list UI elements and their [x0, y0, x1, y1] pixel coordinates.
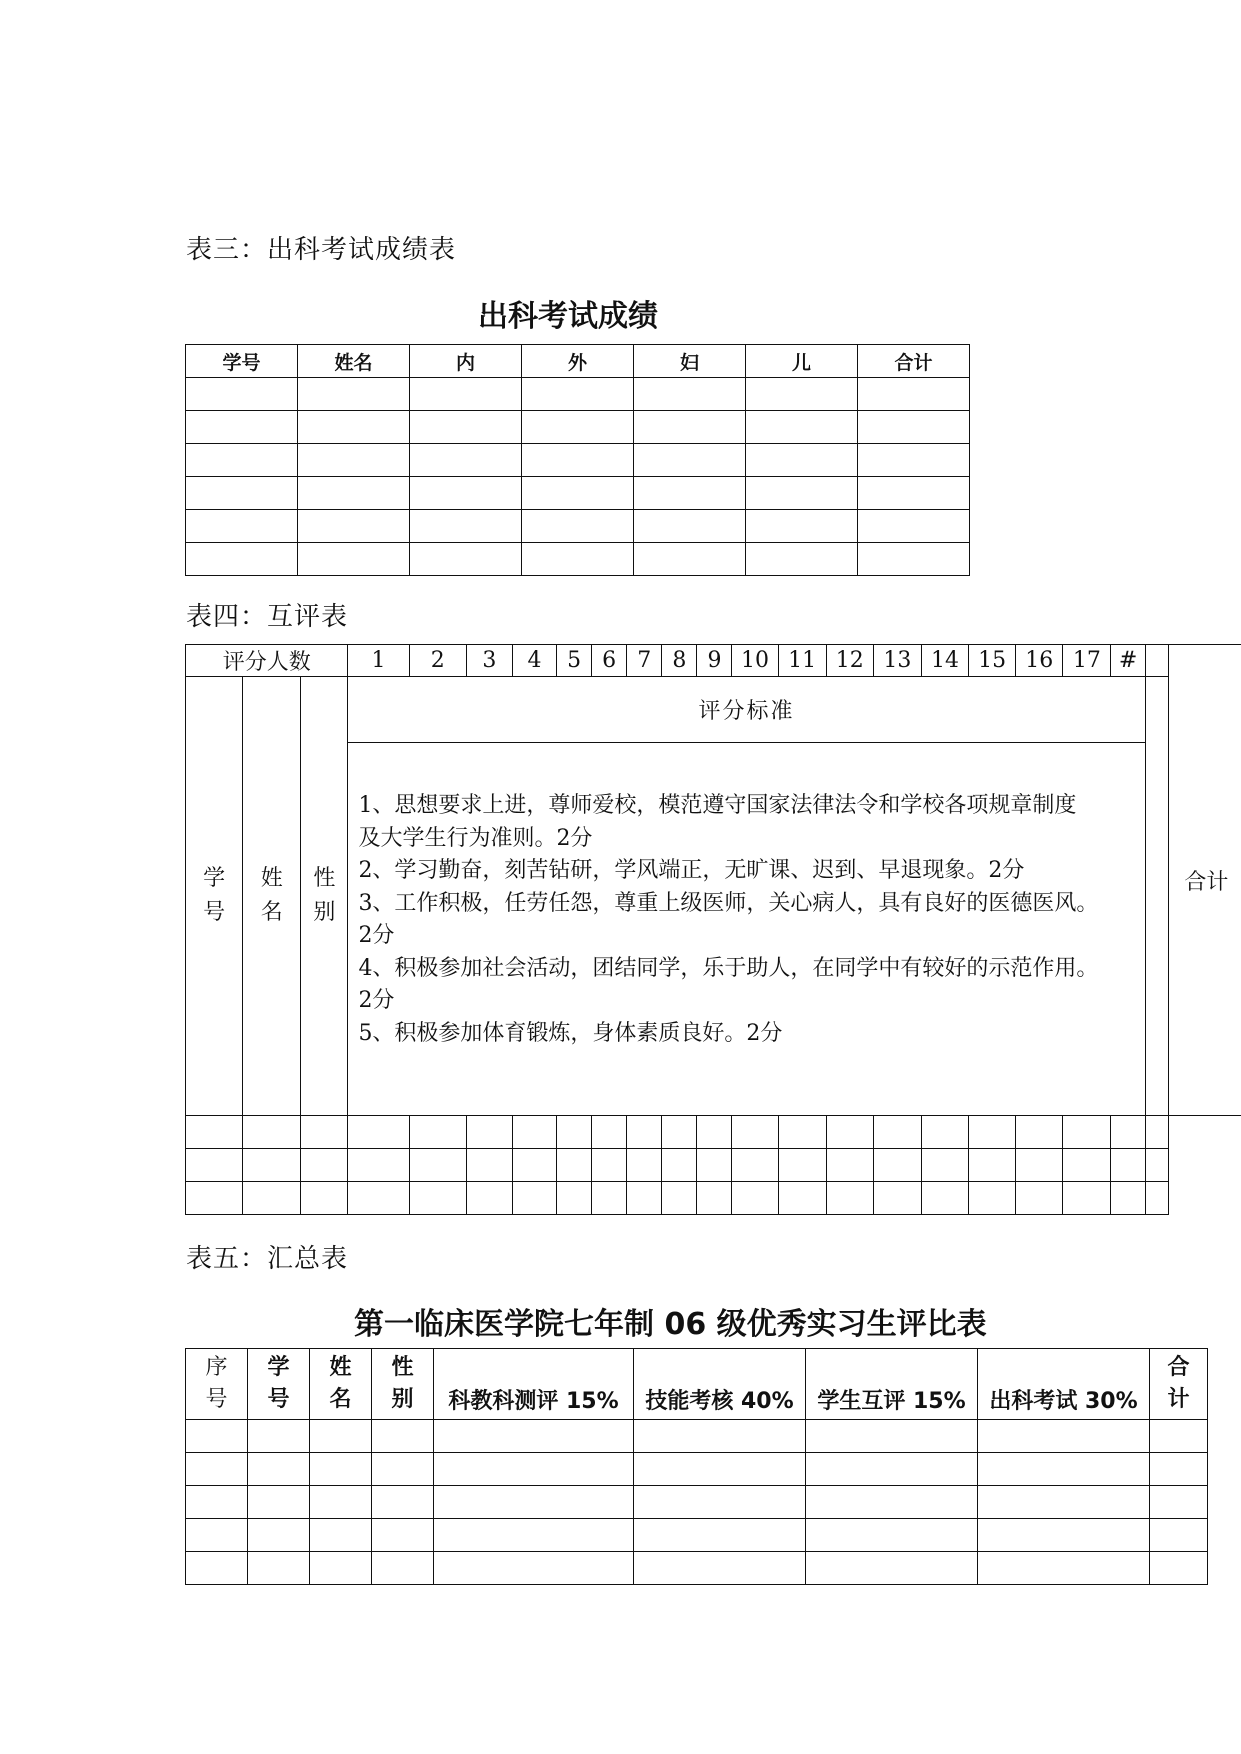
table-cell[interactable]	[522, 543, 634, 576]
table3-title: 出科考试成绩	[478, 299, 658, 334]
table-cell[interactable]	[310, 1453, 372, 1486]
table-cell[interactable]	[1111, 1149, 1145, 1182]
table-cell[interactable]	[826, 1149, 873, 1182]
table-row	[186, 543, 970, 576]
table-cell[interactable]	[434, 1420, 634, 1453]
table-cell[interactable]	[662, 1182, 697, 1215]
name-char2: 名	[329, 1387, 352, 1412]
gender-char1: 性	[391, 1355, 414, 1380]
rater-number: 10	[732, 645, 778, 677]
table-cell[interactable]	[634, 477, 746, 510]
table-cell[interactable]	[466, 1116, 512, 1149]
table-cell[interactable]	[969, 1149, 1016, 1182]
table-row	[186, 1552, 1208, 1585]
table-cell[interactable]	[806, 1552, 978, 1585]
table-cell[interactable]	[298, 477, 410, 510]
table-cell[interactable]	[410, 477, 522, 510]
criteria-title: 评分标准	[348, 677, 1145, 743]
table-row	[186, 1486, 1208, 1519]
table-cell[interactable]	[298, 378, 410, 411]
table-cell[interactable]	[186, 378, 298, 411]
table-cell[interactable]	[746, 510, 858, 543]
name-header	[243, 677, 301, 1116]
table-cell[interactable]	[592, 1116, 627, 1149]
gender-char2: 别	[313, 900, 336, 925]
table-cell[interactable]	[522, 444, 634, 477]
table-cell[interactable]	[858, 411, 970, 444]
table-cell[interactable]	[592, 1182, 627, 1215]
table-cell[interactable]	[372, 1486, 434, 1519]
t5-header-seq	[186, 1349, 248, 1420]
table-cell[interactable]	[969, 1182, 1016, 1215]
table-row	[186, 1420, 1208, 1453]
table-cell[interactable]	[627, 1182, 662, 1215]
table-cell[interactable]	[466, 1182, 512, 1215]
table-cell[interactable]	[627, 1149, 662, 1182]
total-char1: 合	[1167, 1355, 1190, 1380]
table-cell[interactable]	[969, 1116, 1016, 1149]
table-cell[interactable]	[372, 1552, 434, 1585]
table-cell[interactable]	[301, 1116, 348, 1149]
table-cell[interactable]	[409, 1182, 466, 1215]
table-cell[interactable]	[662, 1116, 697, 1149]
table-cell[interactable]	[372, 1453, 434, 1486]
table-cell[interactable]	[697, 1149, 732, 1182]
table4-section-label: 表四：互评表	[186, 602, 349, 632]
criteria-line: 4、积极参加社会活动，团结同学，乐于助人，在同学中有较好的示范作用。	[358, 955, 1099, 981]
table-cell[interactable]	[634, 510, 746, 543]
table-cell[interactable]	[873, 1182, 921, 1215]
table-cell[interactable]	[732, 1182, 778, 1215]
table-cell[interactable]	[186, 444, 298, 477]
table-cell[interactable]	[434, 1552, 634, 1585]
table-cell[interactable]	[298, 510, 410, 543]
table-cell[interactable]	[522, 378, 634, 411]
table-cell[interactable]	[186, 1519, 248, 1552]
table-cell[interactable]	[1150, 1453, 1208, 1486]
table-cell[interactable]	[806, 1486, 978, 1519]
table-cell[interactable]	[301, 1149, 348, 1182]
t3-header-internal: 内	[410, 345, 522, 378]
peer-evaluation-table	[185, 644, 1241, 1215]
t5-header-exam: 出科考试 30%	[978, 1349, 1150, 1420]
table3-section-label: 表三：出科考试成绩表	[186, 235, 457, 265]
sid-char2: 号	[267, 1387, 290, 1412]
table-cell[interactable]	[746, 444, 858, 477]
table-cell[interactable]	[186, 510, 298, 543]
rater-number: 13	[873, 645, 921, 677]
t5-header-research: 科教科测评 15%	[434, 1349, 634, 1420]
table-cell[interactable]	[634, 444, 746, 477]
t5-header-total	[1150, 1349, 1208, 1420]
rater-number: 6	[592, 645, 627, 677]
table-cell[interactable]	[634, 1486, 806, 1519]
table-cell[interactable]	[826, 1116, 873, 1149]
table-cell[interactable]	[186, 1552, 248, 1585]
table-cell[interactable]	[1016, 1116, 1063, 1149]
table-cell[interactable]	[1063, 1149, 1111, 1182]
table-cell[interactable]	[1145, 1182, 1168, 1215]
table-cell[interactable]	[1111, 1182, 1145, 1215]
table-cell[interactable]	[778, 1149, 826, 1182]
table-cell[interactable]	[557, 1149, 592, 1182]
table-row	[186, 1453, 1208, 1486]
table-cell[interactable]	[348, 1149, 409, 1182]
rater-number: 11	[778, 645, 826, 677]
table-cell[interactable]	[557, 1116, 592, 1149]
table-cell[interactable]	[186, 543, 298, 576]
rater-number: 15	[969, 645, 1016, 677]
name-char1: 姓	[329, 1355, 352, 1380]
t5-header-skill: 技能考核 40%	[634, 1349, 806, 1420]
table-cell[interactable]	[310, 1486, 372, 1519]
table-cell[interactable]	[873, 1116, 921, 1149]
table-cell[interactable]	[1150, 1420, 1208, 1453]
rater-number: #	[1111, 645, 1145, 677]
sid-char1: 学	[267, 1355, 290, 1380]
total-header	[1168, 645, 1241, 1116]
table-row	[186, 1149, 1241, 1182]
table-cell[interactable]	[662, 1149, 697, 1182]
summary-table	[185, 1348, 1208, 1585]
criteria-line: 1、思想要求上进，尊师爱校，模范遵守国家法律法令和学校各项规章制度	[358, 793, 1077, 818]
table-cell[interactable]	[778, 1116, 826, 1149]
table-cell[interactable]	[634, 1420, 806, 1453]
rater-number: 8	[662, 645, 697, 677]
table-cell[interactable]	[978, 1420, 1150, 1453]
criteria-line: 及大学生行为准则。2分	[358, 825, 593, 851]
table-cell[interactable]	[522, 411, 634, 444]
rater-count-row	[186, 645, 1241, 677]
table-cell[interactable]	[634, 411, 746, 444]
criteria-line: 2分	[358, 923, 395, 948]
table-cell[interactable]	[298, 444, 410, 477]
rater-blank	[1145, 645, 1168, 677]
seq-char2: 号	[205, 1387, 228, 1412]
rater-number: 5	[557, 645, 592, 677]
table-cell[interactable]	[298, 543, 410, 576]
table-cell[interactable]	[372, 1519, 434, 1552]
table-cell[interactable]	[410, 411, 522, 444]
table-cell[interactable]	[310, 1420, 372, 1453]
table-cell[interactable]	[522, 477, 634, 510]
student-id-char2: 号	[203, 900, 226, 925]
table-cell[interactable]	[434, 1453, 634, 1486]
table-cell[interactable]	[522, 510, 634, 543]
table-cell[interactable]	[1063, 1182, 1111, 1215]
t3-header-student-id: 学号	[186, 345, 298, 378]
t5-header-gender	[372, 1349, 434, 1420]
exam-score-table	[185, 344, 970, 576]
table-cell[interactable]	[858, 543, 970, 576]
criteria-line: 3、工作积极，任劳任怨，尊重上级医师，关心病人，具有良好的医德医风。	[358, 890, 1099, 916]
table-cell[interactable]	[858, 510, 970, 543]
table-cell[interactable]	[410, 378, 522, 411]
gender-header	[301, 677, 348, 1116]
t5-header-peer: 学生互评 15%	[806, 1349, 978, 1420]
table-cell[interactable]	[921, 1182, 968, 1215]
table-cell[interactable]	[186, 1420, 248, 1453]
table-cell[interactable]	[634, 1552, 806, 1585]
name-char1: 姓	[260, 866, 283, 891]
table-cell[interactable]	[248, 1552, 310, 1585]
table-cell[interactable]	[512, 1149, 556, 1182]
table-cell[interactable]	[634, 543, 746, 576]
table-cell[interactable]	[634, 378, 746, 411]
table-cell[interactable]	[248, 1486, 310, 1519]
t3-header-surgery: 外	[522, 345, 634, 378]
table-cell[interactable]	[978, 1552, 1150, 1585]
gender-char2: 别	[391, 1387, 414, 1412]
table-cell[interactable]	[348, 1182, 409, 1215]
table-cell[interactable]	[186, 1116, 243, 1149]
table-cell[interactable]	[826, 1182, 873, 1215]
table-cell[interactable]	[746, 378, 858, 411]
table-cell[interactable]	[248, 1519, 310, 1552]
table-cell[interactable]	[1145, 1116, 1168, 1149]
table-cell[interactable]	[186, 1453, 248, 1486]
student-id-header	[186, 677, 243, 1116]
table-cell[interactable]	[372, 1420, 434, 1453]
table-row	[186, 510, 970, 543]
table5-title: 第一临床医学院七年制 06 级优秀实习生评比表	[354, 1307, 987, 1342]
rater-number: 17	[1063, 645, 1111, 677]
table-cell[interactable]	[1111, 1116, 1145, 1149]
table-cell[interactable]	[1150, 1519, 1208, 1552]
table-row	[186, 1182, 1241, 1215]
table-cell[interactable]	[557, 1182, 592, 1215]
table-row	[186, 1116, 1241, 1149]
total-label: 合计	[1184, 869, 1229, 895]
table-row	[186, 1519, 1208, 1552]
table-cell[interactable]	[746, 543, 858, 576]
t5-header-name	[310, 1349, 372, 1420]
table-cell[interactable]	[627, 1116, 662, 1149]
table-cell[interactable]	[858, 477, 970, 510]
table-cell[interactable]	[310, 1552, 372, 1585]
t5-header-student-id	[248, 1349, 310, 1420]
t3-header-gynecology: 妇	[634, 345, 746, 378]
table5-header-row	[186, 1349, 1208, 1420]
table-cell[interactable]	[512, 1182, 556, 1215]
table-cell[interactable]	[348, 1116, 409, 1149]
table-cell[interactable]	[1145, 1149, 1168, 1182]
table-cell[interactable]	[298, 411, 410, 444]
table-cell[interactable]	[434, 1519, 634, 1552]
table-cell[interactable]	[186, 1149, 243, 1182]
table-cell[interactable]	[921, 1149, 968, 1182]
table-cell[interactable]	[858, 378, 970, 411]
table-row	[186, 444, 970, 477]
table5-section-label: 表五：汇总表	[186, 1244, 349, 1274]
table-cell[interactable]	[248, 1453, 310, 1486]
t3-header-pediatrics: 儿	[746, 345, 858, 378]
table-cell[interactable]	[806, 1453, 978, 1486]
rater-number: 3	[466, 645, 512, 677]
rater-number: 12	[826, 645, 873, 677]
table-row	[186, 378, 970, 411]
table-cell[interactable]	[1016, 1182, 1063, 1215]
rater-number: 1	[348, 645, 409, 677]
table-cell[interactable]	[186, 1486, 248, 1519]
table-cell[interactable]	[243, 1182, 301, 1215]
table-cell[interactable]	[410, 510, 522, 543]
t3-header-name: 姓名	[298, 345, 410, 378]
table-cell[interactable]	[732, 1149, 778, 1182]
table-cell[interactable]	[186, 411, 298, 444]
table-cell[interactable]	[512, 1116, 556, 1149]
table-cell[interactable]	[921, 1116, 968, 1149]
table-cell[interactable]	[248, 1420, 310, 1453]
rater-number: 14	[921, 645, 968, 677]
rater-count-label: 评分人数	[186, 645, 348, 677]
table-cell[interactable]	[592, 1149, 627, 1182]
table-cell[interactable]	[434, 1486, 634, 1519]
table-cell[interactable]	[732, 1116, 778, 1149]
rater-number: 7	[627, 645, 662, 677]
table-cell[interactable]	[697, 1182, 732, 1215]
name-char2: 名	[260, 900, 283, 925]
table-cell[interactable]	[978, 1486, 1150, 1519]
table-cell[interactable]	[778, 1182, 826, 1215]
table-cell[interactable]	[301, 1182, 348, 1215]
table-cell[interactable]	[697, 1116, 732, 1149]
table-cell[interactable]	[243, 1149, 301, 1182]
table-cell[interactable]	[806, 1519, 978, 1552]
table-cell[interactable]	[409, 1149, 466, 1182]
rater-number: 4	[512, 645, 556, 677]
table-row	[186, 477, 970, 510]
table-cell[interactable]	[1150, 1552, 1208, 1585]
table-cell[interactable]	[978, 1453, 1150, 1486]
table-cell[interactable]	[310, 1519, 372, 1552]
table-cell[interactable]	[634, 1519, 806, 1552]
rater-number: 9	[697, 645, 732, 677]
t3-header-total: 合计	[858, 345, 970, 378]
table-cell[interactable]	[186, 477, 298, 510]
table-cell[interactable]	[634, 1453, 806, 1486]
table-cell[interactable]	[186, 1182, 243, 1215]
table-cell[interactable]	[1150, 1486, 1208, 1519]
table-cell[interactable]	[1063, 1116, 1111, 1149]
gender-char1: 性	[313, 866, 336, 891]
table-cell[interactable]	[1016, 1149, 1063, 1182]
criteria-line: 5、积极参加体育锻炼，身体素质良好。2分	[358, 1020, 783, 1046]
table-cell[interactable]	[410, 444, 522, 477]
table-cell[interactable]	[746, 477, 858, 510]
criteria-line: 2、学习勤奋，刻苦钻研，学风端正，无旷课、迟到、早退现象。2分	[358, 858, 1025, 883]
table-cell[interactable]	[243, 1116, 301, 1149]
criteria-line: 2分	[358, 988, 395, 1013]
table3-header-row	[186, 345, 970, 378]
table-cell[interactable]	[873, 1149, 921, 1182]
total-char2: 计	[1167, 1387, 1190, 1412]
rater-number: 2	[409, 645, 466, 677]
criteria-text	[348, 743, 1145, 1116]
rater-number: 16	[1016, 645, 1063, 677]
table-cell[interactable]	[806, 1420, 978, 1453]
table-cell[interactable]	[410, 543, 522, 576]
table-cell[interactable]	[746, 411, 858, 444]
table-row	[186, 411, 970, 444]
student-id-char1: 学	[203, 866, 226, 891]
seq-char1: 序	[205, 1355, 228, 1380]
table-cell[interactable]	[858, 444, 970, 477]
criteria-title-row	[186, 677, 1241, 743]
table-cell[interactable]	[466, 1149, 512, 1182]
table-cell[interactable]	[409, 1116, 466, 1149]
table-cell[interactable]	[978, 1519, 1150, 1552]
